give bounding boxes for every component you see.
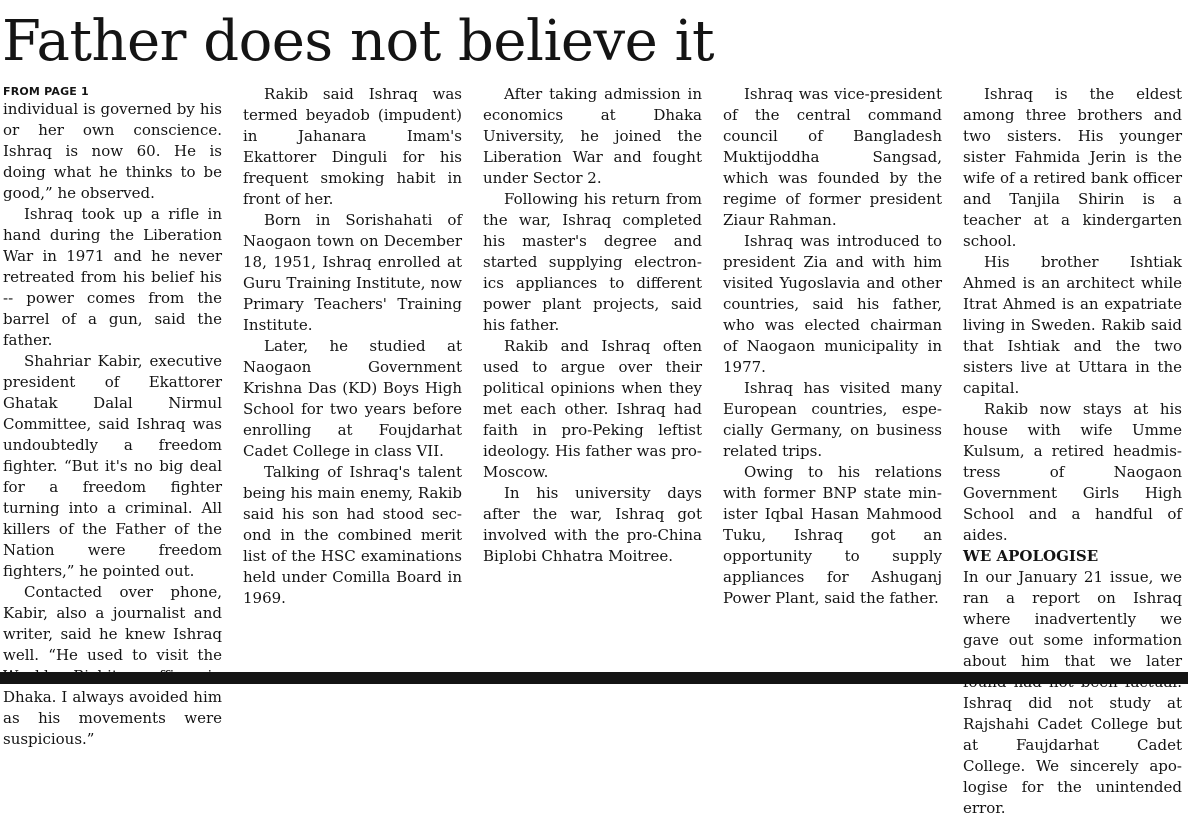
paragraph: Rakib and Ishraq often used to argue over their political opinions when they met each other. Ishraq had faith in pro-Peking leftist ideology. His father was pro-Moscow.: [483, 337, 702, 481]
paragraph: Shahriar Kabir, executive president of Ekattorer Ghatak Dalal Nirmul Committee, said Ishraq was undoubtedly a freedom fighter. “But it's no big deal for a freedom fighter turning into a criminal. All killers of the Father of the Nation were freedom fighters,” he pointed out.: [3, 352, 222, 580]
apology-heading: WE APOLOGISE: [963, 547, 1099, 565]
paragraph: Ishraq was introduced to president Zia and with him visited Yugoslavia and other countries, said his father, who was elected chairman of Naogaon municipality in 1977.: [723, 232, 942, 376]
paragraph: Owing to his relations with former BNP state minister Iqbal Hasan Mahmood Tuku, Ishraq got an opportunity to supply appliances for Ashuganj Power Plant, said the father.: [723, 463, 942, 607]
headline: Father does not believe it: [2, 9, 714, 74]
paragraph: Ishraq is the eldest among three brothers and two sisters. His younger sister Fahmida Jerin is the wife of a retired bank officer and Tanjila Shirin is a teacher at a kindergarten school.: [963, 85, 1182, 250]
paragraph: Ishraq has visited many European countries, especially Germany, on business related trips.: [723, 379, 942, 460]
paragraph: Rakib said Ishraq was termed beyadob (impudent) in Jahanara Imam's Ekattorer Dinguli for his frequent smoking habit in front of her.: [243, 85, 462, 208]
article-column-4: [723, 84, 942, 672]
paragraph: Ishraq was vice-president of the central command council of Bangladesh Muktijoddha Sangsad, which was founded by the regime of former president Ziaur Rahman.: [723, 85, 942, 229]
paragraph: Following his return from the war, Ishraq completed his master's degree and started supplying electronics appliances to different power plant projects, said his father.: [483, 190, 702, 334]
article-column-5: [963, 84, 1182, 817]
paragraph: After taking admission in economics at Dhaka University, he joined the Liberation War and fought under Sector 2.: [483, 85, 702, 187]
paragraph: Rakib now stays at his house with wife Umme Kulsum, a retired headmistress of Naogaon Government Girls High School and a handful of aides.: [963, 400, 1182, 544]
article-column-3: [483, 84, 702, 672]
paragraph: Born in Sorishahati of Naogaon town on December 18, 1951, Ishraq enrolled at Guru Training Institute, now Primary Teachers' Training Institute.: [243, 211, 462, 334]
continuation-kicker: FROM PAGE 1: [3, 85, 89, 98]
paragraph: Talking of Ishraq's talent being his main enemy, Rakib said his son had stood second in the combined merit list of the HSC examinations held under Comilla Board in 1969.: [243, 463, 462, 607]
bottom-rule: [0, 672, 1188, 684]
paragraph: His brother Ishtiak Ahmed is an architect while Itrat Ahmed is an expatriate living in Sweden. Rakib said that Ishtiak and the two sisters live at Uttara in the capital.: [963, 253, 1182, 397]
apology-text: In our January 21 issue, we ran a report on Ishraq where inadvertently we gave out some information about him that we later Ishraq did not study at Rajshahi Cadet College but at Faujdarhat Cadet College. We sincerely apologise for the unintended error.: [963, 568, 1182, 817]
article-column-1: [3, 84, 222, 748]
paragraph: Contacted over phone, Kabir, also a journalist and writer, said he knew Ishraq well. “He used to visit the Dhaka. I always avoided him as his movements were suspicious.”: [3, 583, 222, 748]
paragraph: individual is governed by his or her own conscience. Ishraq is now 60. He is doing what he thinks to be good,” he observed.: [3, 100, 222, 202]
paragraph: Later, he studied at Naogaon Government Krishna Das (KD) Boys High School for two years before enrolling at Foujdarhat Cadet College in class VII.: [243, 337, 462, 460]
paragraph: In his university days after the war, Ishraq got involved with the pro-China Biplobi Chhatra Moitree.: [483, 484, 702, 565]
article-column-2: [243, 84, 462, 672]
paragraph: Ishraq took up a rifle in hand during the Liberation War in 1971 and he never retreated from his belief his -- power comes from the barrel of a gun, said the father.: [3, 205, 222, 349]
